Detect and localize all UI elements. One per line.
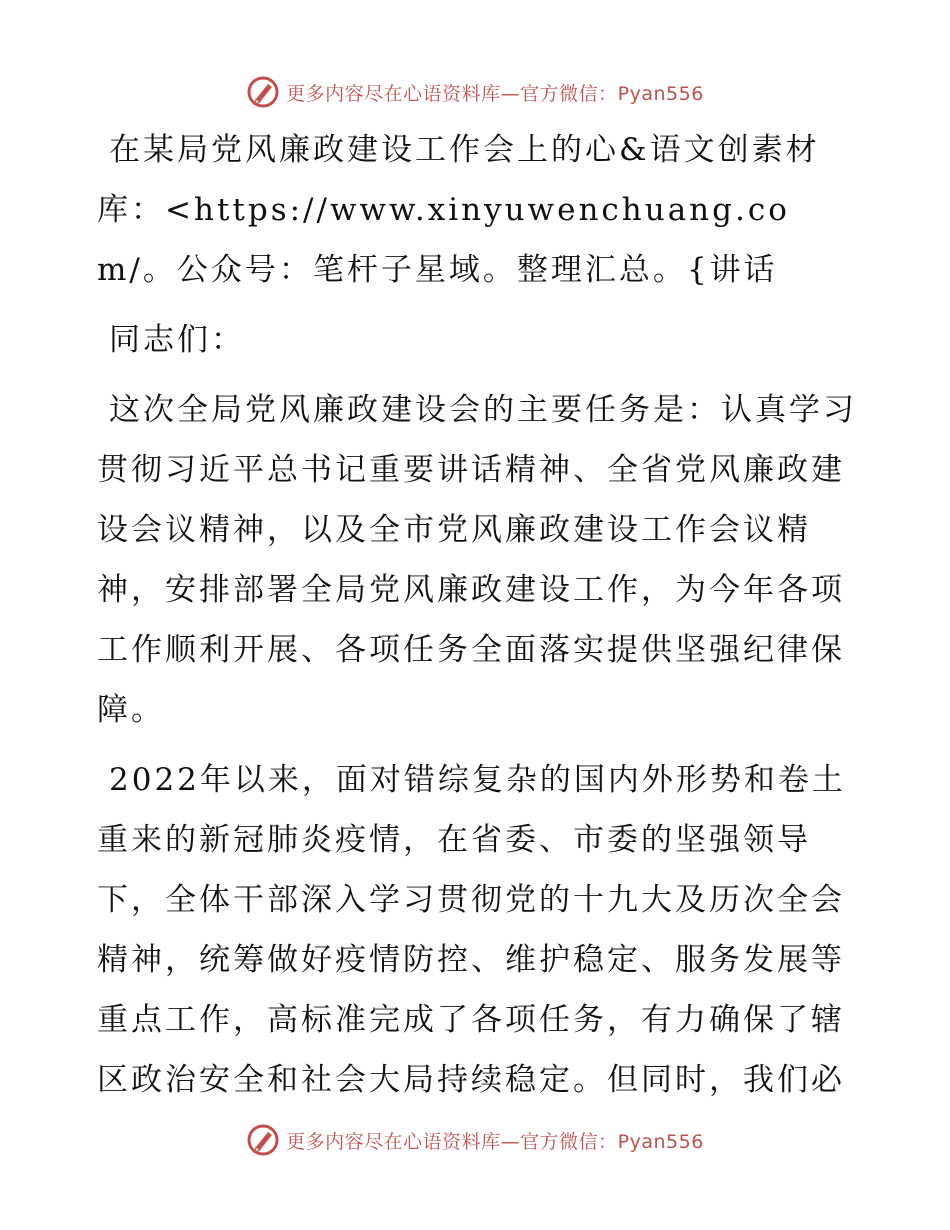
header-banner-text: 更多内容尽在心语资料库—官方微信：Pyan556 bbox=[286, 82, 704, 105]
paragraph-text: 在某局党风廉政建设工作会上的心&语文创素材库：<https://www.xinyuwenchuang.com/。公众号：笔杆子星域。整理汇总。{讲话 bbox=[97, 132, 820, 288]
salutation-paragraph bbox=[97, 310, 857, 370]
paragraph-text: 2022年以来，面对错综复杂的国内外形势和卷土重来的新冠肺炎疫情，在省委、市委的坚强领导下，全体干部深入学习贯彻党的十九大及历次全会精神，统筹做好疫情防控、维护稳定、服务发展等重点工作，高标准完成了各项任务，有力确保了辖区政治安全和社会大局持续稳定。但同时，我们必 bbox=[97, 762, 846, 1098]
footer-banner bbox=[0, 1120, 950, 1160]
document-body bbox=[97, 120, 857, 1120]
pen-circle-logo-icon bbox=[246, 1123, 280, 1157]
footer-banner-text: 更多内容尽在心语资料库—官方微信：Pyan556 bbox=[286, 1130, 704, 1153]
body-paragraph bbox=[97, 380, 857, 740]
header-banner bbox=[0, 72, 950, 112]
paragraph-text: 同志们： bbox=[109, 322, 245, 358]
document-title-paragraph bbox=[97, 120, 857, 300]
pen-circle-logo-icon bbox=[246, 75, 280, 109]
paragraph-text: 这次全局党风廉政建设会的主要任务是：认真学习贯彻习近平总书记重要讲话精神、全省党风廉政建设会议精神，以及全市党风廉政建设工作会议精神，安排部署全局党风廉政建设工作，为今年各项工作顺利开展、各项任务全面落实提供坚强纪律保障。 bbox=[97, 392, 857, 728]
body-paragraph bbox=[97, 750, 857, 1110]
